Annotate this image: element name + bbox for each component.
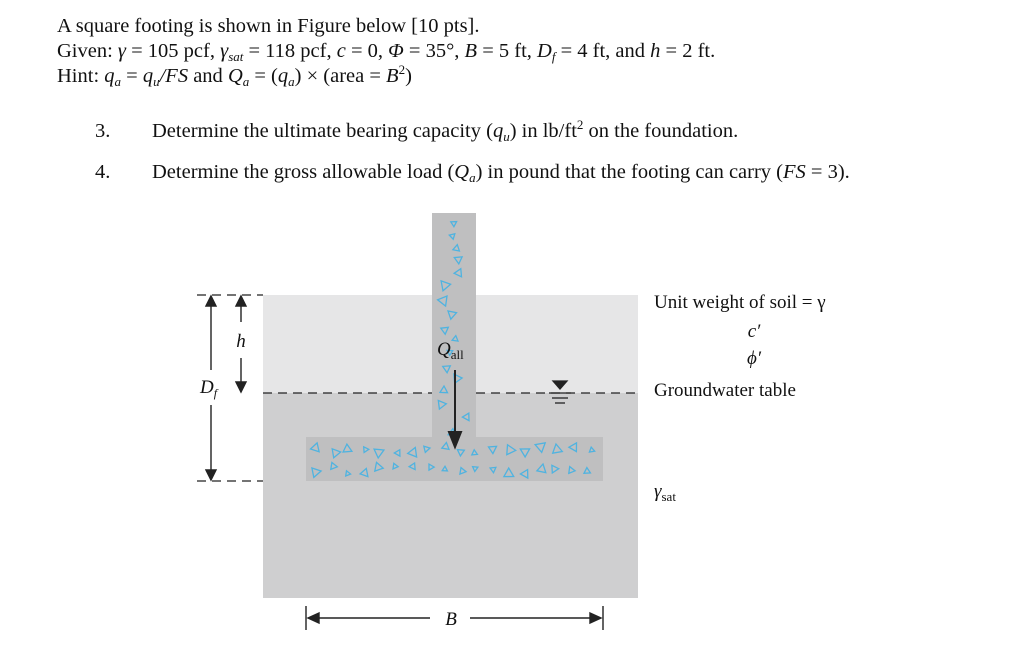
h-symbol: h xyxy=(650,40,661,62)
gamma-symbol: γ xyxy=(117,40,126,62)
df-subscript: f xyxy=(551,49,556,64)
friction-angle-label: ϕ′ xyxy=(747,348,761,369)
hint-equals-paren: = ( xyxy=(249,65,278,87)
hint-prefix: Hint: xyxy=(57,65,105,87)
question-4-fs: FS xyxy=(783,161,806,183)
h-label: h xyxy=(236,331,246,352)
question-3-number: 3. xyxy=(95,120,111,142)
gamma-sat-label: $\gamma_{sat}$ xyxy=(654,481,676,504)
hint-b2-symbol: B xyxy=(386,65,399,87)
df-label: $D_f$ xyxy=(200,377,218,400)
question-4-subscript: a xyxy=(469,170,476,185)
q-all-label: $Q_{all}$ xyxy=(437,339,464,362)
question-3-part1: Determine the ultimate bearing capacity ( xyxy=(152,120,493,142)
hint-and: and xyxy=(188,65,228,87)
hint-slash: / xyxy=(159,65,166,87)
phi-symbol: Φ xyxy=(388,40,404,62)
df-value: = 4 ft, and xyxy=(555,40,651,62)
b-symbol: B xyxy=(464,40,478,62)
question-4-part2: ) in pound that the footing can carry ( xyxy=(475,161,783,183)
hint-qa-subscript: a xyxy=(114,74,122,89)
hint-Qa-symbol: Q xyxy=(227,65,243,87)
hint-qa-symbol: q xyxy=(104,65,115,87)
question-3-subscript: u xyxy=(503,129,510,144)
hint-times-area: ) × (area = xyxy=(294,65,387,87)
question-4-part3: = 3). xyxy=(805,161,850,183)
hint-qa2-subscript: a xyxy=(288,74,295,89)
b-value: = 5 ft, xyxy=(477,40,538,62)
df-symbol: D xyxy=(537,40,552,62)
b-label: B xyxy=(445,609,457,630)
hint-qa2-symbol: q xyxy=(277,65,289,87)
question-3-superscript: 2 xyxy=(576,117,584,132)
question-4-part1: Determine the gross allowable load ( xyxy=(152,161,455,183)
hint-fs: FS xyxy=(165,65,189,87)
hint-close-paren: ) xyxy=(405,65,412,87)
question-3-symbol: q xyxy=(492,120,504,142)
gamma-sat-symbol: γ xyxy=(220,40,229,62)
question-3-part3: on the foundation. xyxy=(583,120,739,142)
gamma-sat-subscript: sat xyxy=(228,49,244,64)
problem-title-text: A square footing is shown in Figure below [10 pts]. xyxy=(57,15,480,37)
groundwater-table-label: Groundwater table xyxy=(654,380,796,401)
hint-b2-superscript: 2 xyxy=(398,62,406,77)
hint-Qa-subscript: a xyxy=(242,74,250,89)
question-3-part2: ) in lb/ft xyxy=(509,120,577,142)
hint-equals: = xyxy=(121,65,143,87)
h-value: = 2 ft. xyxy=(660,40,716,62)
phi-value: = 35°, xyxy=(403,40,465,62)
hint-qu-subscript: u xyxy=(153,74,160,89)
gamma-sat-value: = 118 pcf, xyxy=(243,40,337,62)
cohesion-value: = 0, xyxy=(345,40,389,62)
cohesion-label: c′ xyxy=(747,321,761,342)
cohesion-symbol: c xyxy=(336,40,346,62)
question-4-number: 4. xyxy=(95,161,111,183)
gamma-value: = 105 pcf, xyxy=(126,40,221,62)
hint-qu-symbol: q xyxy=(142,65,154,87)
soil-unit-weight-label: Unit weight of soil = γ xyxy=(654,292,826,313)
question-4-symbol: Q xyxy=(454,161,470,183)
given-prefix: Given: xyxy=(57,40,118,62)
